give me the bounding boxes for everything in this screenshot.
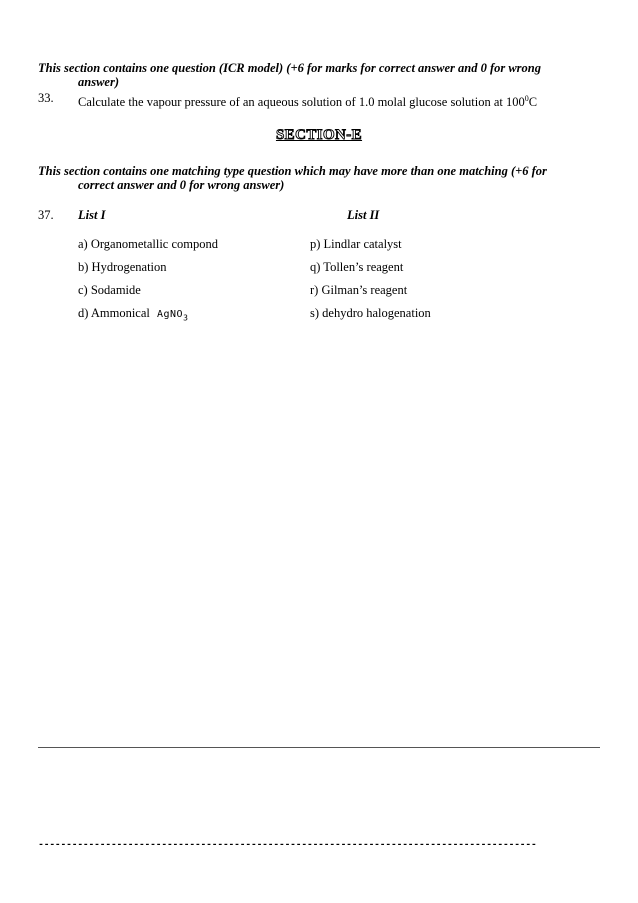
list2-title: List II [347, 208, 380, 222]
horizontal-divider [38, 747, 600, 748]
list1-item-c: c) Sodamide [78, 283, 141, 297]
list2-item-r: r) Gilman’s reagent [310, 283, 408, 297]
section-d-instruction-line2: answer) [78, 75, 119, 89]
list1-item-d-label: d) Ammonical [78, 306, 150, 320]
agno3-subscript: 3 [183, 313, 188, 323]
list1-item-a: a) Organometallic compond [78, 237, 219, 251]
footer-dashed-line: ----------------------------------------------------------------------------------------- [38, 840, 537, 851]
agno3-formula: AgNO [157, 309, 184, 320]
section-e-instruction-line1: This section contains one matching type question which may have more than one matching (+6 for [38, 164, 547, 178]
list1-title: List I [78, 208, 106, 222]
section-e-heading: SECTION-E [275, 127, 363, 143]
question-33-superscript: 0 [524, 94, 529, 103]
list2-item-s: s) dehydro halogenation [310, 306, 431, 320]
question-33-text [78, 91, 537, 110]
section-d-instruction-line1: This section contains one question (ICR model) (+6 for marks for correct answer and 0 for wrong [38, 61, 542, 75]
question-33-body: Calculate the vapour pressure of an aqueous solution of 1.0 molal glucose solution at 100 [78, 95, 525, 110]
question-33-number: 33. [38, 91, 54, 105]
list2-item-q: q) Tollen’s reagent [310, 260, 404, 274]
list1-item-d [78, 306, 188, 326]
question-33-unit: C [528, 95, 538, 110]
section-e-instruction-line2: correct answer and 0 for wrong answer) [78, 178, 285, 192]
list1-item-b: b) Hydrogenation [78, 260, 167, 274]
question-37-number: 37. [38, 208, 54, 222]
list2-item-p: p) Lindlar catalyst [310, 237, 402, 251]
